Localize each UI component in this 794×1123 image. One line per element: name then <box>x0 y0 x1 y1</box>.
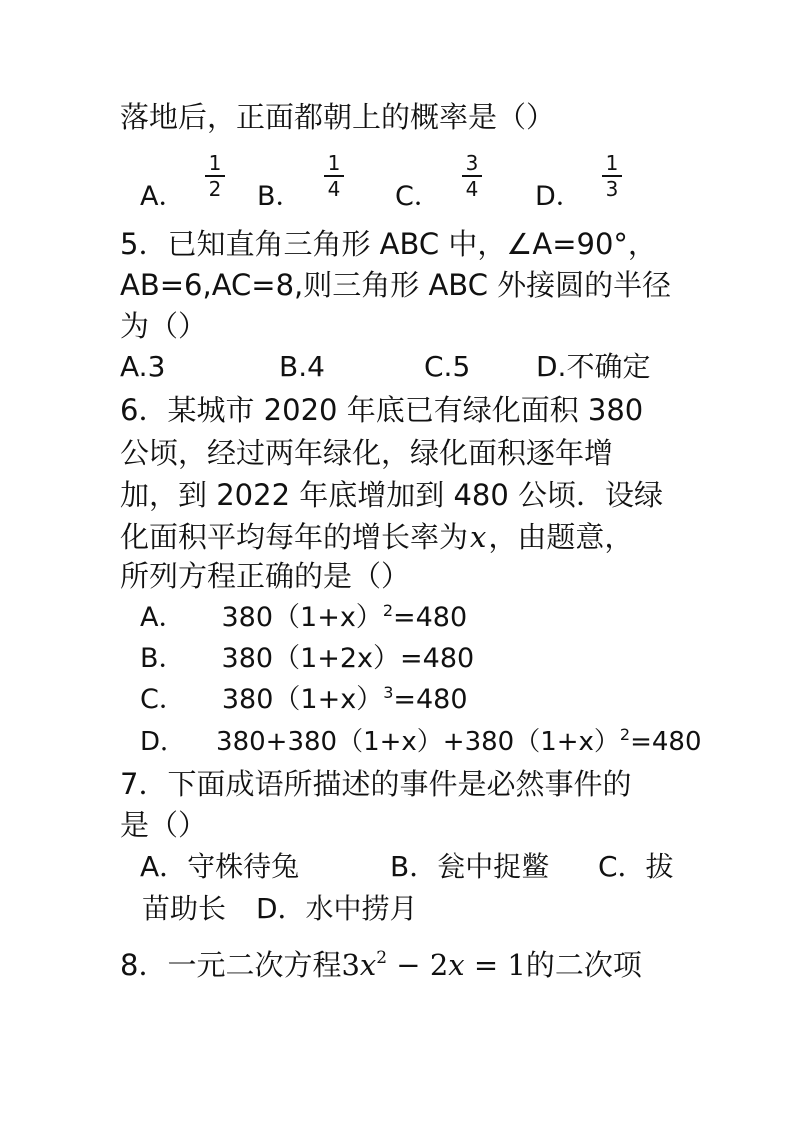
q4-option-b-numerator: 1 <box>327 151 341 175</box>
q8-eq-variable-2: x <box>448 948 465 982</box>
q6-line-4-pre: 化面积平均每年的增长率为 <box>120 520 469 554</box>
q6-option-a <box>140 602 467 634</box>
q8-eq-variable: x <box>359 948 377 982</box>
q4-option-a-letter: A． <box>140 181 186 212</box>
q5-line-3: 为（） <box>120 309 208 343</box>
q5-option-a: A.3 <box>120 350 166 383</box>
q4-option-b-letter: B． <box>257 181 303 212</box>
q6-option-c-pre: 380（1+x） <box>221 684 384 715</box>
q6-option-d-post: =480 <box>630 727 702 757</box>
q7-line-1: 7．下面成语所描述的事件是必然事件的 <box>120 767 632 801</box>
q4-option-a-numerator: 1 <box>208 151 222 175</box>
q6-option-d-letter: D． <box>140 727 187 757</box>
q5-option-d: D.不确定 <box>536 350 651 383</box>
q7-line-2: 是（） <box>120 808 208 842</box>
q6-option-c <box>140 684 468 716</box>
q6-line-5: 所列方程正确的是（） <box>120 559 411 593</box>
q4-option-d-denominator: 3 <box>605 177 619 201</box>
q5-option-c: C.5 <box>424 350 471 383</box>
q4-option-a-denominator: 2 <box>208 177 222 201</box>
q4-option-c-letter: C． <box>395 181 441 212</box>
q6-option-d <box>140 726 702 758</box>
q5-option-b: B.4 <box>279 350 325 383</box>
q7-option-c-end: 苗助长 <box>142 892 227 925</box>
q7-option-a: A．守株待兔 <box>140 850 300 883</box>
q8-eq-linear-coefficient: − 2 <box>387 948 449 982</box>
q6-line-4-post: ，由题意， <box>488 520 634 554</box>
q4-option-a-fraction <box>203 152 227 200</box>
q8-stem-pre: 8．一元二次方程 <box>120 948 342 982</box>
q6-option-c-post: =480 <box>393 684 468 715</box>
q6-option-b <box>140 643 474 675</box>
q6-option-a-letter: A． <box>140 602 186 633</box>
q6-line-1: 6．某城市 2020 年底已有绿化面积 380 <box>120 393 644 427</box>
q6-line-3: 加，到 2022 年底增加到 480 公顷．设绿 <box>120 478 664 512</box>
q7-option-c-start: C．拔 <box>598 850 674 883</box>
q4-stem-tail: 落地后，正面都朝上的概率是（） <box>120 100 556 134</box>
q6-option-b-letter: B． <box>140 643 186 674</box>
q8-line <box>120 948 642 982</box>
q7-option-d: D．水中捞月 <box>256 892 418 925</box>
q4-option-d-fraction <box>600 152 624 200</box>
q7-option-b: B．瓮中捉鳖 <box>390 850 550 883</box>
q6-option-a-pre: 380（1+x） <box>221 602 383 633</box>
q6-option-c-letter: C． <box>140 684 186 715</box>
q6-line-2: 公顷，经过两年绿化，绿化面积逐年增 <box>120 436 614 470</box>
q8-eq-exponent: 2 <box>376 948 388 968</box>
q4-option-d-numerator: 1 <box>605 151 619 175</box>
q6-option-a-post: =480 <box>393 602 468 633</box>
q5-line-1: 5．已知直角三角形 ABC 中，∠A=90°， <box>120 227 657 261</box>
q8-stem-post: 的二次项 <box>525 948 642 982</box>
q5-line-2: AB=6,AC=8,则三角形 ABC 外接圆的半径 <box>120 268 672 302</box>
q4-option-c-fraction <box>460 152 484 200</box>
q6-option-d-pre: 380+380（1+x）+380（1+x） <box>216 727 620 757</box>
q4-option-b-denominator: 4 <box>327 177 341 201</box>
q4-option-c-denominator: 4 <box>465 177 479 201</box>
q4-option-d-letter: D． <box>535 181 583 212</box>
q6-option-a-exponent: 2 <box>382 601 393 620</box>
q4-option-c-numerator: 3 <box>465 151 479 175</box>
q8-eq-coefficient: 3 <box>341 948 360 982</box>
q4-option-b-fraction <box>322 152 346 200</box>
q6-variable-x: x <box>470 520 487 554</box>
q8-eq-right-side: = 1 <box>464 948 526 982</box>
q6-line-4 <box>120 520 633 554</box>
q8-equation <box>341 948 525 982</box>
q6-option-b-pre: 380（1+2x）=480 <box>221 643 475 674</box>
q6-option-c-exponent: 3 <box>383 683 394 702</box>
q6-option-d-exponent: 2 <box>619 725 631 744</box>
